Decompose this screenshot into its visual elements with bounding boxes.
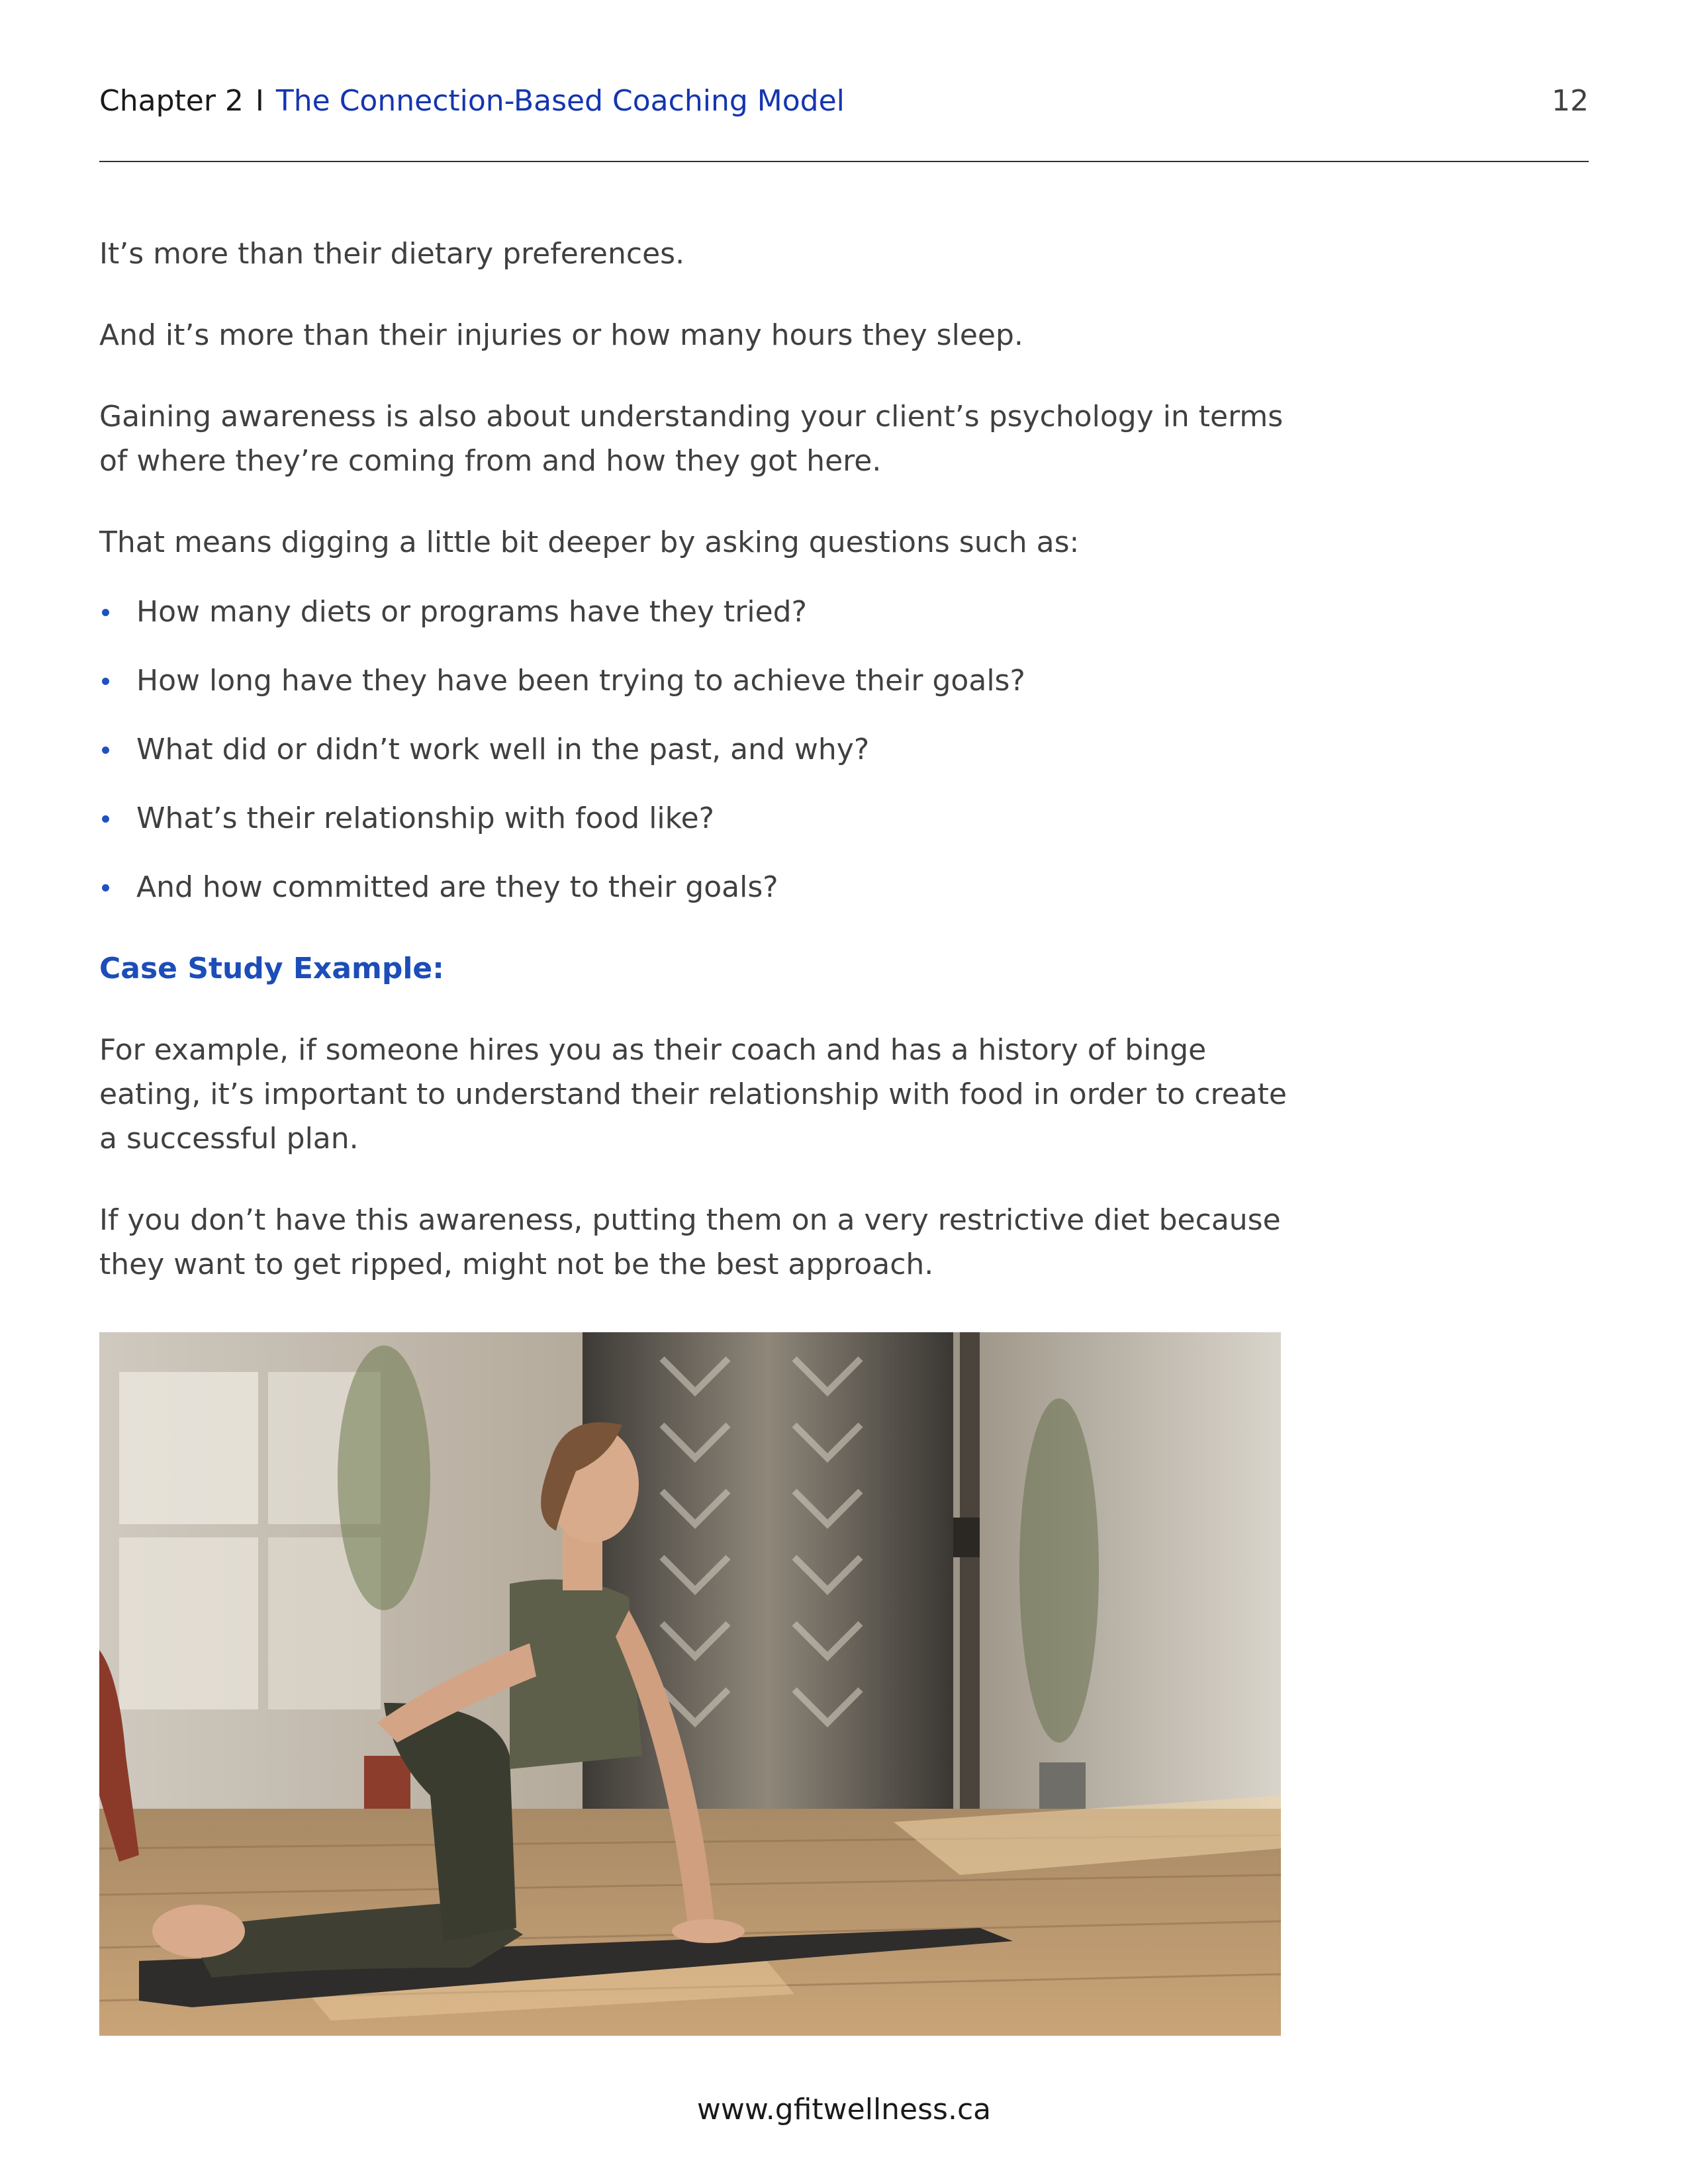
list-item-text: How long have they have been trying to achieve their goals?	[136, 664, 1025, 698]
paragraph: It’s more than their dietary preferences.	[99, 237, 685, 271]
page-number: 12	[1552, 84, 1589, 118]
list-item	[99, 590, 1291, 634]
bullet-icon	[102, 747, 109, 754]
chapter-title: The Connection-Based Coaching Model	[275, 84, 845, 118]
header-breadcrumb	[99, 78, 845, 124]
list-item	[99, 727, 1291, 772]
bullet-icon	[102, 678, 109, 685]
list-item-text: What’s their relationship with food like?	[136, 801, 714, 835]
question-list	[99, 590, 1291, 909]
list-item	[99, 659, 1291, 703]
list-item	[99, 796, 1291, 841]
paragraph: And it’s more than their injuries or how many hours they sleep.	[99, 318, 1023, 352]
yoga-photo	[99, 1332, 1281, 2036]
header-divider	[99, 161, 1589, 162]
list-item-text: How many diets or programs have they tried?	[136, 595, 807, 629]
case-study-heading: Case Study Example:	[99, 952, 444, 985]
bullet-icon	[102, 609, 109, 616]
footer-url: www.gfitwellness.ca	[696, 2093, 992, 2126]
list-item	[99, 865, 1291, 909]
list-item-text: And how committed are they to their goals?	[136, 870, 778, 904]
paragraph: That means digging a little bit deeper by asking questions such as:	[99, 525, 1080, 559]
bullet-icon	[102, 815, 109, 823]
page-header	[99, 78, 1589, 124]
bullet-icon	[102, 884, 109, 891]
header-separator: I	[255, 84, 264, 118]
paragraph: For example, if someone hires you as their coach and has a history of binge eating, it’s important to understand their relationship with food in order to create a successful plan.	[99, 1033, 1287, 1156]
paragraph: Gaining awareness is also about understanding your client’s psychology in terms of where they’re coming from and how they got here.	[99, 400, 1284, 478]
page-content	[99, 232, 1291, 1324]
list-item-text: What did or didn’t work well in the past, and why?	[136, 733, 870, 766]
paragraph: If you don’t have this awareness, putting them on a very restrictive diet because they want to get ripped, might not be the best approach.	[99, 1203, 1281, 1281]
chapter-label: Chapter 2	[99, 84, 244, 118]
